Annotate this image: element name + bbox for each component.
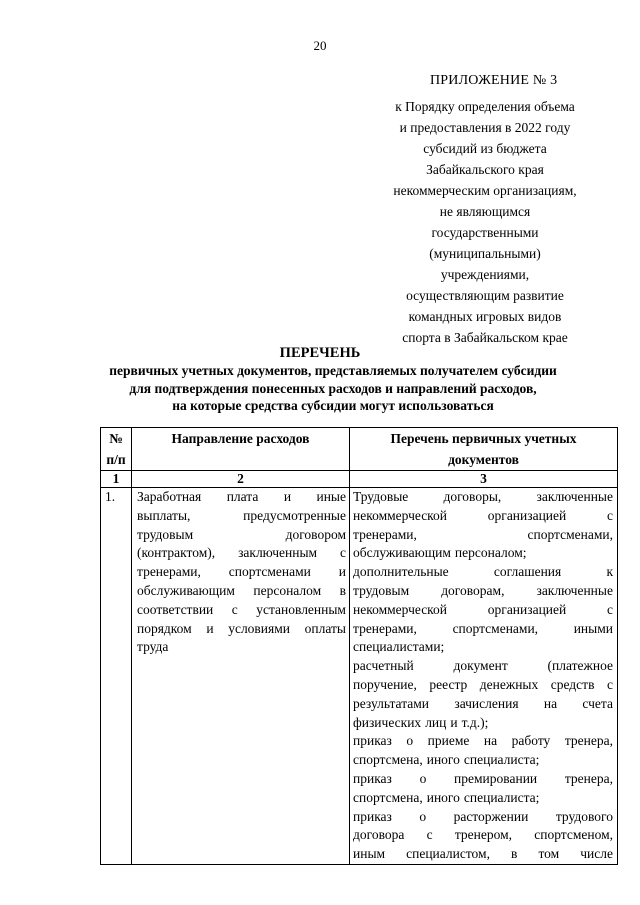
document-line bbox=[353, 544, 613, 563]
appendix-caption-line: субсидий из бюджета bbox=[423, 141, 547, 156]
word: договором bbox=[285, 526, 346, 542]
word: в bbox=[511, 846, 518, 862]
word: на bbox=[543, 695, 558, 711]
appendix-caption-line: спорта в Забайкальском крае bbox=[402, 330, 568, 345]
table-row bbox=[101, 488, 618, 865]
appendix-caption-line: Забайкальского края bbox=[426, 162, 544, 177]
word: тренером, bbox=[454, 827, 512, 843]
document-line bbox=[353, 582, 613, 601]
documents-cell bbox=[350, 488, 618, 865]
expense-direction-line bbox=[137, 563, 346, 582]
word: заключенные bbox=[536, 582, 613, 598]
word: организацией bbox=[487, 601, 567, 617]
word: тренера, bbox=[564, 733, 613, 749]
header-direction-label: Направление расходов bbox=[171, 431, 310, 446]
document-line bbox=[353, 826, 613, 845]
column-number: 1 bbox=[101, 471, 132, 488]
word: тренерами, bbox=[353, 526, 417, 542]
word: специалиста; bbox=[463, 752, 540, 768]
appendix-caption-line: (муниципальными) bbox=[429, 246, 541, 261]
expense-direction-line bbox=[137, 638, 346, 657]
appendix-caption-line: осуществляющим развитие bbox=[406, 288, 564, 303]
expense-direction-line bbox=[137, 544, 346, 563]
word: предусмотренные bbox=[243, 507, 346, 523]
word: соглашения bbox=[493, 564, 562, 580]
document-line bbox=[353, 563, 613, 582]
appendix-caption-line: учреждениями, bbox=[440, 267, 530, 282]
word: с bbox=[426, 827, 433, 843]
list-subtitle-line: на которые средства субсидии могут использоваться bbox=[172, 398, 494, 413]
word: спортсменом, bbox=[534, 827, 613, 843]
word: поручение, bbox=[353, 676, 417, 692]
word: приказ bbox=[353, 808, 392, 824]
word: реестр bbox=[429, 676, 468, 692]
word: специалистами; bbox=[353, 639, 445, 655]
word: с bbox=[606, 676, 613, 692]
word: персоналом; bbox=[454, 545, 527, 561]
word: иные bbox=[316, 489, 346, 504]
word: дополнительные bbox=[353, 564, 449, 580]
word: трудовым bbox=[353, 582, 410, 598]
word: спортсменами bbox=[228, 564, 311, 580]
list-subtitle bbox=[50, 362, 616, 415]
column-number: 2 bbox=[132, 471, 350, 488]
word: договора bbox=[353, 827, 405, 843]
word: том bbox=[538, 846, 560, 862]
word: некоммерческой bbox=[353, 601, 448, 617]
header-documents-line2: документов bbox=[448, 452, 519, 467]
header-direction bbox=[132, 428, 350, 471]
word: тренерами, bbox=[137, 564, 201, 580]
document-line bbox=[353, 601, 613, 620]
word: и bbox=[450, 714, 458, 730]
expense-direction-line bbox=[137, 582, 346, 601]
document-line bbox=[353, 751, 613, 770]
list-title: ПЕРЕЧЕНЬ bbox=[279, 345, 361, 361]
word: денежных bbox=[479, 676, 539, 692]
word: о bbox=[406, 733, 414, 749]
word: тренерами, bbox=[353, 620, 417, 636]
document-line bbox=[353, 526, 613, 545]
word: спортсмена, bbox=[353, 752, 423, 768]
appendix-caption-line: к Порядку определения объема bbox=[395, 99, 575, 114]
word: к bbox=[606, 564, 613, 580]
header-number-line1: № bbox=[109, 431, 123, 446]
appendix-caption bbox=[370, 96, 600, 348]
list-subtitle-line: для подтверждения понесенных расходов и направлений расходов, bbox=[129, 380, 537, 396]
word: организацией bbox=[487, 507, 567, 523]
column-number: 3 bbox=[350, 471, 618, 488]
word: лиц bbox=[425, 714, 447, 730]
document-line bbox=[353, 507, 613, 526]
word: условиями bbox=[228, 620, 291, 636]
word: документ bbox=[453, 658, 508, 674]
word: и bbox=[338, 564, 346, 580]
document-line bbox=[353, 620, 613, 639]
word: спортсменами, bbox=[452, 620, 539, 636]
word: иным bbox=[353, 846, 386, 862]
document-line bbox=[353, 808, 613, 827]
word: Заработная bbox=[137, 489, 202, 504]
expense-direction-line bbox=[137, 507, 346, 526]
appendix-title: ПРИЛОЖЕНИЕ № 3 bbox=[430, 73, 558, 88]
document-line bbox=[353, 695, 613, 714]
appendix-caption-line: командных игровых видов bbox=[408, 309, 562, 324]
word: в bbox=[339, 582, 346, 598]
word: результатами bbox=[353, 695, 430, 711]
word: обслуживающим bbox=[353, 545, 451, 561]
page-number: 20 bbox=[313, 38, 327, 53]
document-line bbox=[353, 845, 613, 864]
word: иного bbox=[426, 789, 460, 805]
word: т.д.); bbox=[461, 714, 489, 730]
word: приказ bbox=[353, 770, 392, 786]
word: трудового bbox=[555, 808, 613, 824]
word: трудовым bbox=[137, 526, 194, 542]
column-number-row bbox=[101, 471, 618, 488]
appendix-caption-line: государственными bbox=[431, 225, 539, 240]
word: оплаты bbox=[304, 620, 346, 636]
word: иными bbox=[573, 620, 613, 636]
word: на bbox=[483, 733, 498, 749]
word: (контрактом), bbox=[137, 545, 216, 561]
word: специалиста; bbox=[463, 789, 540, 805]
word: с bbox=[606, 507, 613, 523]
word: договорам, bbox=[441, 582, 505, 598]
word: работу bbox=[511, 733, 551, 749]
document-line bbox=[353, 714, 613, 733]
document-line bbox=[353, 488, 613, 507]
document-line bbox=[353, 657, 613, 676]
header-documents-line1: Перечень первичных учетных bbox=[390, 431, 577, 446]
word: о bbox=[419, 770, 427, 786]
word: установленным bbox=[256, 601, 346, 617]
expense-direction-line bbox=[137, 620, 346, 639]
word: с bbox=[606, 601, 613, 617]
appendix-caption-line: и предоставления в 2022 году bbox=[399, 120, 571, 135]
word: средств bbox=[550, 676, 595, 692]
expense-direction-line bbox=[137, 601, 346, 620]
document-line bbox=[353, 638, 613, 657]
header-number bbox=[101, 428, 132, 471]
expense-direction-cell bbox=[132, 488, 350, 865]
expense-documents-table bbox=[100, 427, 618, 865]
expense-direction-line bbox=[137, 526, 346, 545]
appendix-caption-line: не являющимся bbox=[439, 204, 531, 219]
word: договоры, bbox=[443, 489, 502, 504]
word: приказ bbox=[353, 733, 392, 749]
document-line bbox=[353, 732, 613, 751]
word: выплаты, bbox=[137, 507, 191, 523]
word: и bbox=[283, 489, 292, 504]
appendix-caption-line: некоммерческим организациям, bbox=[393, 183, 577, 198]
word: соответствии bbox=[137, 601, 214, 617]
header-number-line2: п/п bbox=[106, 452, 126, 467]
word: заключенные bbox=[536, 489, 613, 504]
word: (платежное bbox=[547, 658, 613, 674]
word: плата bbox=[226, 489, 259, 504]
word: счета bbox=[582, 695, 613, 711]
word: спортсмена, bbox=[353, 789, 423, 805]
document-line bbox=[353, 676, 613, 695]
word: физических bbox=[353, 714, 422, 730]
word: заключенным bbox=[238, 545, 318, 561]
word: расчетный bbox=[353, 658, 414, 674]
word: специалистом, bbox=[406, 846, 490, 862]
word: персоналом bbox=[253, 582, 322, 598]
table-header-row bbox=[101, 428, 618, 471]
word: числе bbox=[580, 846, 613, 862]
word: некоммерческой bbox=[353, 507, 448, 523]
word: порядком bbox=[137, 620, 192, 636]
header-documents bbox=[350, 428, 618, 471]
word: и bbox=[206, 620, 214, 636]
word: о bbox=[419, 808, 427, 824]
word: премировании bbox=[454, 770, 538, 786]
word: с bbox=[231, 601, 238, 617]
word: зачисления bbox=[454, 695, 519, 711]
word: обслуживающим bbox=[137, 582, 235, 598]
word: Трудовые bbox=[353, 489, 409, 504]
word: тренера, bbox=[564, 770, 613, 786]
word: спортсменами, bbox=[527, 526, 613, 542]
list-subtitle-line: первичных учетных документов, представляемых получателем субсидии bbox=[109, 363, 557, 378]
word: с bbox=[340, 545, 346, 561]
document-line bbox=[353, 789, 613, 808]
word: труда bbox=[137, 639, 169, 655]
word: приеме bbox=[427, 733, 470, 749]
document-line bbox=[353, 770, 613, 789]
expense-direction-line bbox=[137, 488, 346, 507]
word: расторжении bbox=[453, 808, 529, 824]
row-number: 1. bbox=[101, 488, 132, 865]
word: иного bbox=[426, 752, 460, 768]
